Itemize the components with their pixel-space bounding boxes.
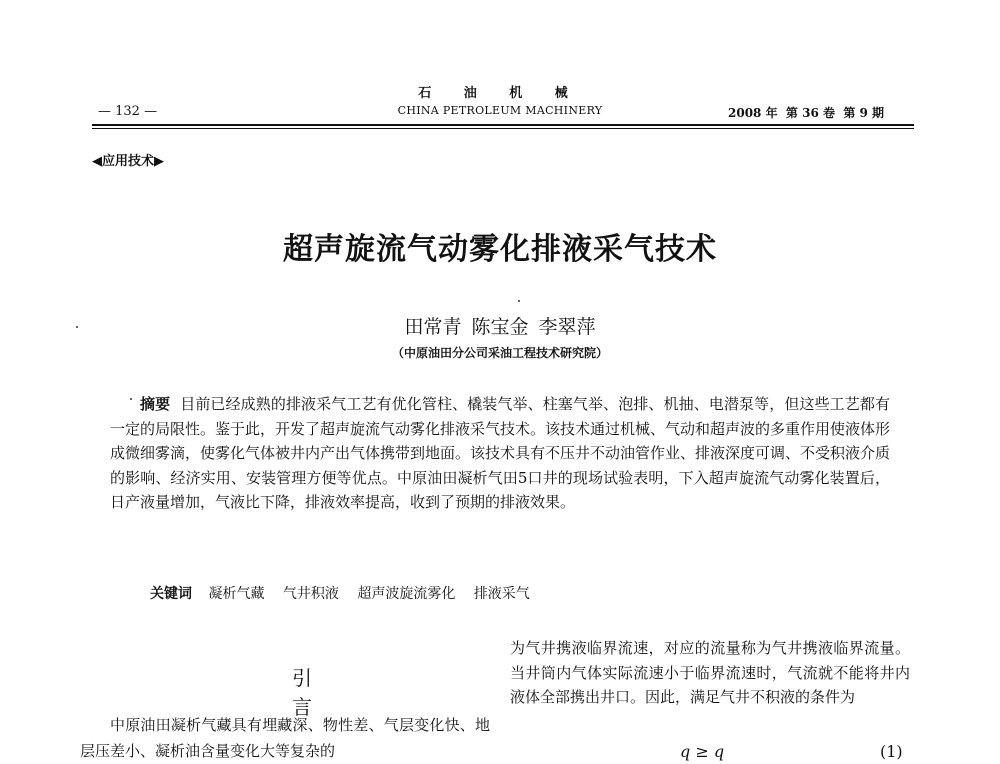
body-text-left: 中原油田凝析气藏具有埋藏深、物性差、气层变化快、地层压差小、凝析油含量变化大等复杂的	[80, 716, 490, 760]
page-number: — 132 —	[98, 104, 158, 119]
abstract	[110, 392, 890, 515]
header-rule-thick	[92, 124, 914, 126]
paper-title: 超声旋流气动雾化排液采气技术	[283, 232, 717, 267]
body-text-right: 为气井携液临界流速，对应的流量称为气井携液临界流量。当井筒内气体实际流速小于临界流速时，气流就不能将井内液体全部携出井口。因此，满足气井不积液的条件为	[510, 639, 910, 706]
section-tag: ◀应用技术▶	[92, 154, 164, 169]
affiliation: （中原油田分公司采油工程技术研究院）	[391, 346, 608, 360]
equation-number: (1)	[880, 742, 903, 761]
keyword-item: 气井积液	[282, 586, 339, 602]
equation: q ≥ q	[680, 742, 725, 761]
journal-name-chinese: 石 油 机 械	[418, 86, 582, 101]
section-heading: 引言	[292, 666, 384, 719]
keyword-item: 凝析气藏	[208, 586, 265, 602]
journal-name-english: CHINA PETROLEUM MACHINERY	[397, 104, 603, 117]
issue-info: 2008 年 第 36 卷 第 9 期	[728, 106, 885, 120]
keyword-item: 排液采气	[473, 586, 530, 602]
keywords-label: 关键词	[150, 586, 192, 602]
scan-speck	[76, 326, 78, 328]
abstract-text: 目前已经成熟的排液采气工艺有优化管柱、橇装气举、柱塞气举、泡排、机抽、电潜泵等，但这些工艺都有一定的局限性。鉴于此，开发了超声旋流气动雾化排液采气技术。该技术通过机械、气动和超声波的多重作用使液体形成微细雾滴，使雾化气体被井内产出气体携带到地面。该技术具有不压井不动油管作业、排液深度可调、不受积液介质的影响、经济实用、安装管理方便等优点。中原油田凝析气田5口井的现场试验表明，下入超声旋流气动雾化装置后，日产液量增加，气液比下降，排液效率提高，收到了预期的排液效果。	[110, 395, 891, 511]
scan-speck	[518, 300, 520, 302]
keyword-item: 超声波旋流雾化	[357, 586, 456, 602]
keywords	[150, 583, 544, 603]
abstract-label: 摘要	[140, 395, 171, 413]
authors: 田常青 陈宝金 李翠萍	[404, 316, 596, 338]
header-rule-thin	[92, 128, 914, 129]
scan-speck	[130, 398, 132, 400]
